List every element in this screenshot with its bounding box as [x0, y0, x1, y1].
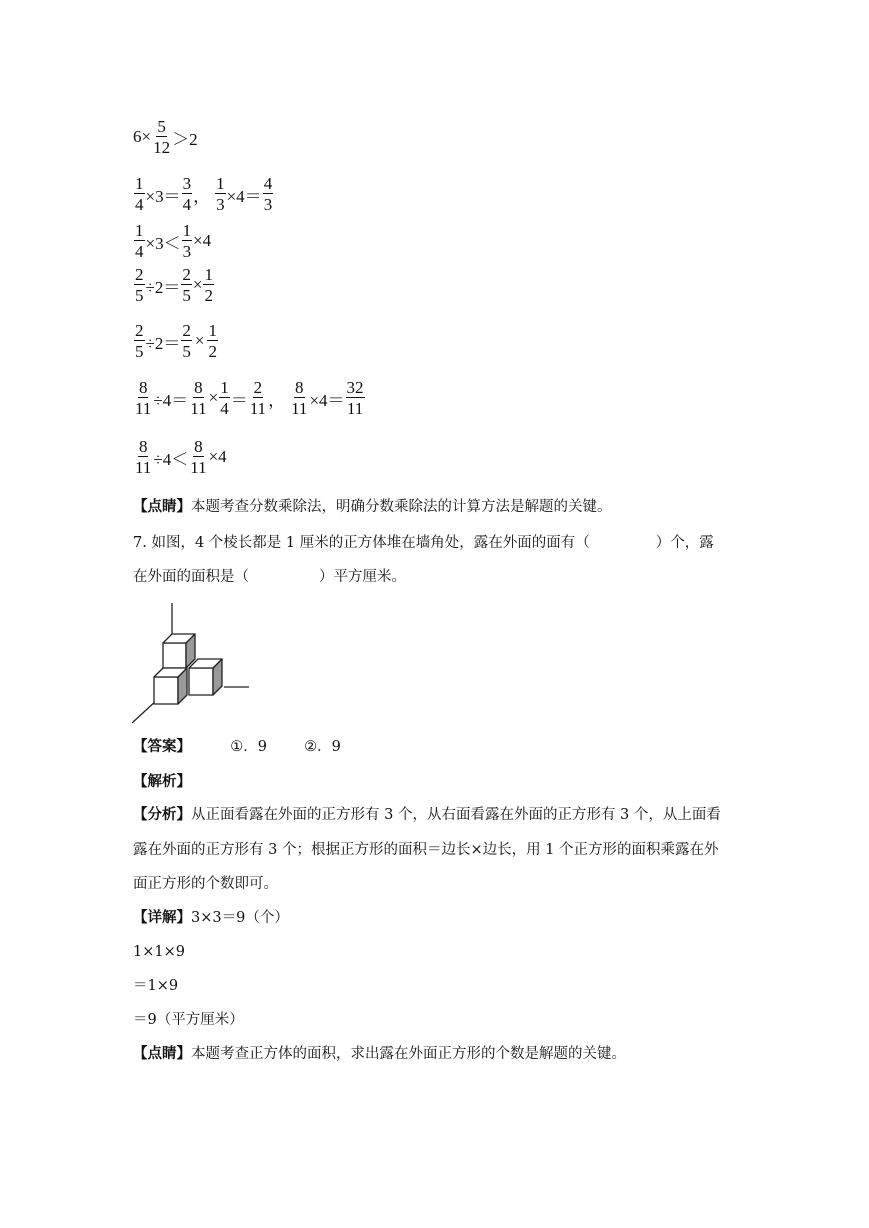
question-7-line-2: 在外面的面积是（ ）平方厘米。 — [133, 569, 406, 585]
cube-figure — [128, 600, 253, 726]
fraction: $\frac{5}{12}$ — [153, 117, 171, 157]
math-line-5: $\frac{2}{5}$ ÷2＝ $\frac{2}{5}$ × $\frac{1}{2}$ — [135, 321, 217, 361]
math-line-4: $\frac{2}{5}$ ÷2＝ $\frac{2}{5}$ × $\frac{1}{2}$ — [135, 265, 213, 305]
comment-line-2: 【点睛】本题考查正方体的面积，求出露在外面正方形的个数是解题的关键。 — [133, 1045, 626, 1062]
analysis-heading: 【解析】 — [133, 773, 191, 790]
detail-line-3: ＝1×9 — [133, 978, 179, 994]
math-line-7: $\frac{8}{11}$ ÷4＜ $\frac{8}{11}$ ×4 — [135, 437, 227, 477]
math-line-1: 6 × $\frac{5}{12}$ ＞2 — [133, 117, 198, 157]
question-7-line-1: 7. 如图，4 个棱长都是 1 厘米的正方体堆在墙角处，露在外面的面有（ ）个，露 — [133, 535, 714, 551]
detail-line-1: 【详解】3×3＝9（个） — [133, 909, 289, 926]
math-line-6: $\frac{8}{11}$ ÷4＝ $\frac{8}{11}$ × $\frac{1}{4}$ ＝ 2 11 ， $\frac{8}{11}$ ×4＝ 32 11 — [135, 378, 364, 418]
math-line-3: $\frac{1}{4}$ ×3＜ $\frac{1}{3}$ ×4 — [135, 221, 212, 261]
analysis-line-2: 露在外面的正方形有 3 个；根据正方形的面积＝边长×边长，用 1 个正方形的面积乘露在外 — [133, 842, 719, 858]
analysis-line-3: 面正方形的个数即可。 — [133, 876, 278, 892]
analysis-line-1: 【分析】从正面看露在外面的正方形有 3 个，从右面看露在外面的正方形有 3 个，从上面看 — [133, 806, 721, 823]
math-line-2: $\frac{1}{4}$ ×3＝ 3 4 ， $\frac{1}{3}$ ×4＝ 4 3 — [135, 174, 273, 214]
answer-line: 【答案】 ①．9 ②．9 — [133, 738, 341, 755]
detail-line-2: 1×1×9 — [133, 944, 185, 960]
comment-line: 【点睛】本题考查分数乘除法，明确分数乘除法的计算方法是解题的关键。 — [133, 498, 612, 515]
detail-line-4: ＝9（平方厘米） — [133, 1012, 244, 1028]
